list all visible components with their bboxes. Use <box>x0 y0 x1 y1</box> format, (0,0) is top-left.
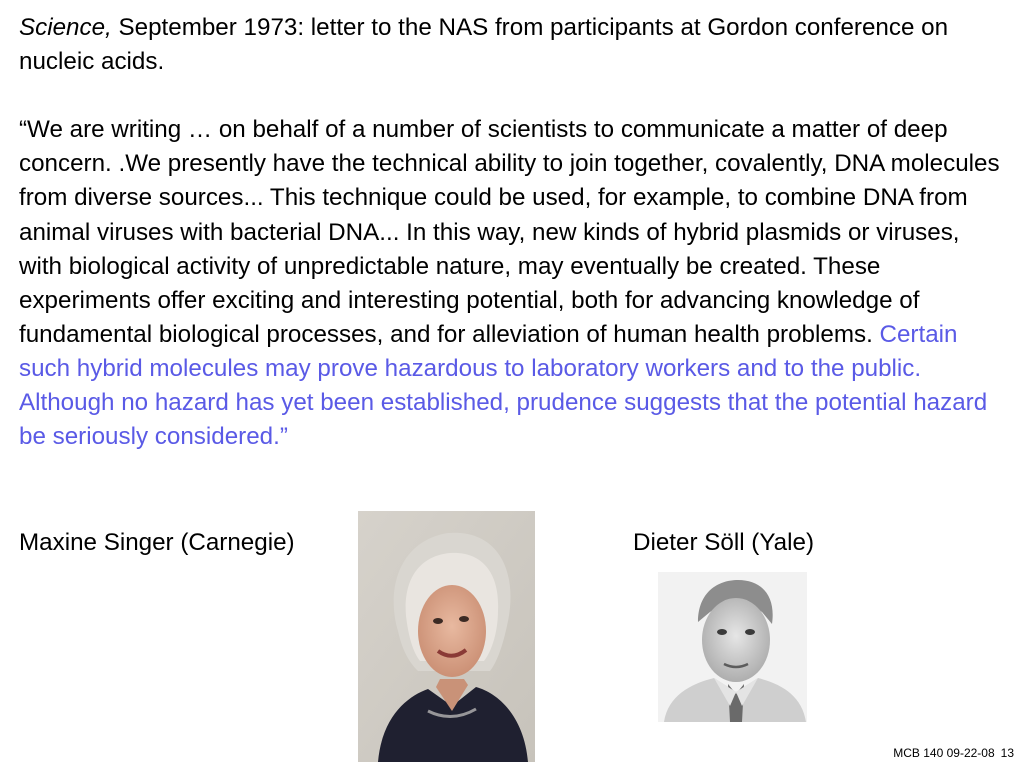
singer-caption: Maxine Singer (Carnegie) <box>19 529 295 556</box>
slide-text <box>19 11 1009 454</box>
quote-body: “We are writing … on behalf of a number of scientists to communicate a matter of deep concern. .We presently have the technical ability to join together, covalently, DNA molecules from diverse sources... This technique could be used, for example, to combine DNA from animal viruses with bacterial DNA... In this way, new kinds of hybrid plasmids or viruses, with biological activity of unpredictable nature, may eventually be created. These experiments offer exciting and interesting potential, both for advancing knowledge of fundamental biological processes, and for alleviation of human health problems. <box>19 116 1000 348</box>
quote-highlight: Certain such hybrid molecules may prove hazardous to laboratory workers and to the public. Although no hazard has yet been established, prudence suggests that the potential hazard be seriously considered.” <box>19 320 988 451</box>
soll-photo <box>658 572 807 722</box>
paragraph-gap <box>19 79 1009 113</box>
citation-text: September 1973: letter to the NAS from participants at Gordon conference on nucleic acids. <box>19 14 949 76</box>
page-number: 13 <box>1000 746 1014 760</box>
singer-photo <box>358 511 535 762</box>
journal-name: Science, <box>19 14 112 41</box>
slide-footer <box>893 746 1014 760</box>
quote <box>19 113 1009 454</box>
citation <box>19 11 1009 79</box>
soll-caption: Dieter Söll (Yale) <box>633 529 815 556</box>
course-label: MCB 140 09-22-08 <box>893 746 995 760</box>
